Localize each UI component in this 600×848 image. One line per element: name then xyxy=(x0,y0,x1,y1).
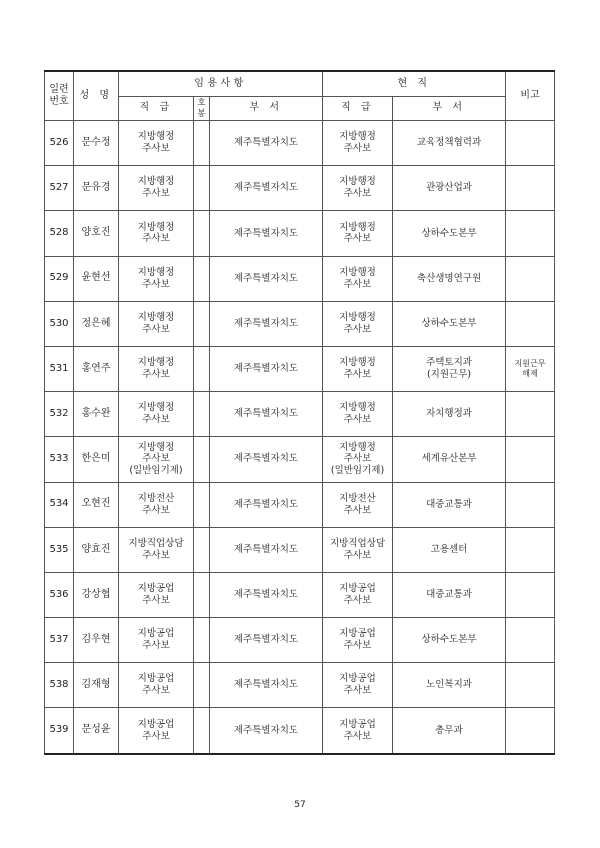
appointed-department: 제주특별자치도 xyxy=(210,482,323,527)
person-name: 김우현 xyxy=(74,618,119,663)
note xyxy=(506,618,555,663)
appointed-department: 제주특별자치도 xyxy=(210,708,323,754)
row-number: 536 xyxy=(45,572,74,617)
row-number: 537 xyxy=(45,618,74,663)
current-rank: 지방공업 주사보 xyxy=(323,618,393,663)
person-name: 문유경 xyxy=(74,166,119,211)
current-rank: 지방행정 주사보 (일반임기제) xyxy=(323,437,393,482)
current-department: 대중교통과 xyxy=(393,482,506,527)
row-number: 539 xyxy=(45,708,74,754)
person-name: 김재형 xyxy=(74,663,119,708)
current-department: 대중교통과 xyxy=(393,572,506,617)
row-number: 531 xyxy=(45,346,74,391)
table-header xyxy=(45,71,555,121)
table-row xyxy=(45,708,555,754)
appointed-rank: 지방행정 주사보 xyxy=(119,392,194,437)
person-name: 문수정 xyxy=(74,121,119,166)
current-rank: 지방공업 주사보 xyxy=(323,572,393,617)
current-department: 상하수도본부 xyxy=(393,618,506,663)
current-rank: 지방직업상담 주사보 xyxy=(323,527,393,572)
table-row xyxy=(45,437,555,482)
table-row xyxy=(45,121,555,166)
appointed-rank: 지방행정 주사보 xyxy=(119,211,194,256)
salary-step xyxy=(194,166,210,211)
salary-step xyxy=(194,301,210,346)
current-department: 세계유산본부 xyxy=(393,437,506,482)
appointed-department: 제주특별자치도 xyxy=(210,618,323,663)
person-name: 정은혜 xyxy=(74,301,119,346)
person-name: 홍수완 xyxy=(74,392,119,437)
appointed-department: 제주특별자치도 xyxy=(210,572,323,617)
person-name: 윤현선 xyxy=(74,256,119,301)
current-department: 주택토지과 (지원근무) xyxy=(393,346,506,391)
header-department: 부 서 xyxy=(210,97,323,121)
appointed-rank: 지방전산 주사보 xyxy=(119,482,194,527)
current-rank: 지방전산 주사보 xyxy=(323,482,393,527)
appointed-rank: 지방공업 주사보 xyxy=(119,663,194,708)
salary-step xyxy=(194,663,210,708)
table-row xyxy=(45,392,555,437)
current-rank: 지방행정 주사보 xyxy=(323,256,393,301)
table-row xyxy=(45,211,555,256)
page-number: 57 xyxy=(294,800,306,810)
appointed-rank: 지방행정 주사보 xyxy=(119,346,194,391)
current-rank: 지방행정 주사보 xyxy=(323,301,393,346)
note xyxy=(506,301,555,346)
current-rank: 지방행정 주사보 xyxy=(323,392,393,437)
current-department: 교육정책협력과 xyxy=(393,121,506,166)
salary-step xyxy=(194,392,210,437)
row-number: 526 xyxy=(45,121,74,166)
note xyxy=(506,256,555,301)
appointed-rank: 지방공업 주사보 xyxy=(119,708,194,754)
person-name: 양호진 xyxy=(74,211,119,256)
appointed-rank: 지방행정 주사보 xyxy=(119,121,194,166)
note xyxy=(506,437,555,482)
row-number: 538 xyxy=(45,663,74,708)
salary-step xyxy=(194,527,210,572)
person-name: 한은미 xyxy=(74,437,119,482)
note: 지원근무 해제 xyxy=(506,346,555,391)
appointed-department: 제주특별자치도 xyxy=(210,256,323,301)
appointed-rank: 지방공업 주사보 xyxy=(119,618,194,663)
header-current-department: 부 서 xyxy=(393,97,506,121)
current-department: 상하수도본부 xyxy=(393,301,506,346)
note xyxy=(506,166,555,211)
row-number: 530 xyxy=(45,301,74,346)
row-number: 532 xyxy=(45,392,74,437)
person-name: 문성윤 xyxy=(74,708,119,754)
note xyxy=(506,121,555,166)
note xyxy=(506,527,555,572)
salary-step xyxy=(194,708,210,754)
current-department: 상하수도본부 xyxy=(393,211,506,256)
appointed-rank: 지방행정 주사보 xyxy=(119,166,194,211)
header-current-position: 현 직 xyxy=(323,71,506,97)
table-row xyxy=(45,572,555,617)
note xyxy=(506,663,555,708)
appointed-department: 제주특별자치도 xyxy=(210,437,323,482)
current-rank: 지방행정 주사보 xyxy=(323,166,393,211)
note xyxy=(506,482,555,527)
appointed-rank: 지방행정 주사보 xyxy=(119,301,194,346)
row-number: 528 xyxy=(45,211,74,256)
appointed-department: 제주특별자치도 xyxy=(210,392,323,437)
appointed-rank: 지방행정 주사보 xyxy=(119,256,194,301)
appointment-table xyxy=(44,70,555,755)
appointed-department: 제주특별자치도 xyxy=(210,211,323,256)
note xyxy=(506,708,555,754)
appointed-department: 제주특별자치도 xyxy=(210,527,323,572)
current-department: 축산생명연구원 xyxy=(393,256,506,301)
current-rank: 지방행정 주사보 xyxy=(323,346,393,391)
current-department: 관광산업과 xyxy=(393,166,506,211)
table-row xyxy=(45,256,555,301)
person-name: 오현진 xyxy=(74,482,119,527)
person-name: 양효진 xyxy=(74,527,119,572)
appointed-rank: 지방행정 주사보 (일반임기제) xyxy=(119,437,194,482)
person-name: 강상협 xyxy=(74,572,119,617)
salary-step xyxy=(194,618,210,663)
current-rank: 지방공업 주사보 xyxy=(323,663,393,708)
table-row xyxy=(45,527,555,572)
current-department: 노인복지과 xyxy=(393,663,506,708)
person-name: 홍연주 xyxy=(74,346,119,391)
current-department: 총무과 xyxy=(393,708,506,754)
row-number: 529 xyxy=(45,256,74,301)
salary-step xyxy=(194,211,210,256)
salary-step xyxy=(194,437,210,482)
salary-step xyxy=(194,482,210,527)
row-number: 535 xyxy=(45,527,74,572)
table-row xyxy=(45,301,555,346)
appointed-department: 제주특별자치도 xyxy=(210,301,323,346)
header-appointment: 임용사항 xyxy=(119,71,323,97)
row-number: 534 xyxy=(45,482,74,527)
salary-step xyxy=(194,572,210,617)
salary-step xyxy=(194,121,210,166)
table-row xyxy=(45,663,555,708)
current-rank: 지방행정 주사보 xyxy=(323,211,393,256)
appointed-rank: 지방공업 주사보 xyxy=(119,572,194,617)
header-number: 일련 번호 xyxy=(45,71,74,121)
table-row xyxy=(45,346,555,391)
table-row xyxy=(45,482,555,527)
salary-step xyxy=(194,256,210,301)
current-department: 고용센터 xyxy=(393,527,506,572)
row-number: 527 xyxy=(45,166,74,211)
appointed-department: 제주특별자치도 xyxy=(210,121,323,166)
header-note: 비고 xyxy=(506,71,555,121)
salary-step xyxy=(194,346,210,391)
current-department: 자치행정과 xyxy=(393,392,506,437)
table-row xyxy=(45,618,555,663)
current-rank: 지방공업 주사보 xyxy=(323,708,393,754)
header-name: 성 명 xyxy=(74,71,119,121)
table-body xyxy=(45,121,555,754)
appointed-department: 제주특별자치도 xyxy=(210,663,323,708)
note xyxy=(506,211,555,256)
current-rank: 지방행정 주사보 xyxy=(323,121,393,166)
table-row xyxy=(45,166,555,211)
header-step: 호봉 xyxy=(194,97,210,121)
appointed-department: 제주특별자치도 xyxy=(210,346,323,391)
appointed-rank: 지방직업상담 주사보 xyxy=(119,527,194,572)
note xyxy=(506,392,555,437)
header-current-rank: 직 급 xyxy=(323,97,393,121)
note xyxy=(506,572,555,617)
row-number: 533 xyxy=(45,437,74,482)
appointed-department: 제주특별자치도 xyxy=(210,166,323,211)
header-rank: 직 급 xyxy=(119,97,194,121)
